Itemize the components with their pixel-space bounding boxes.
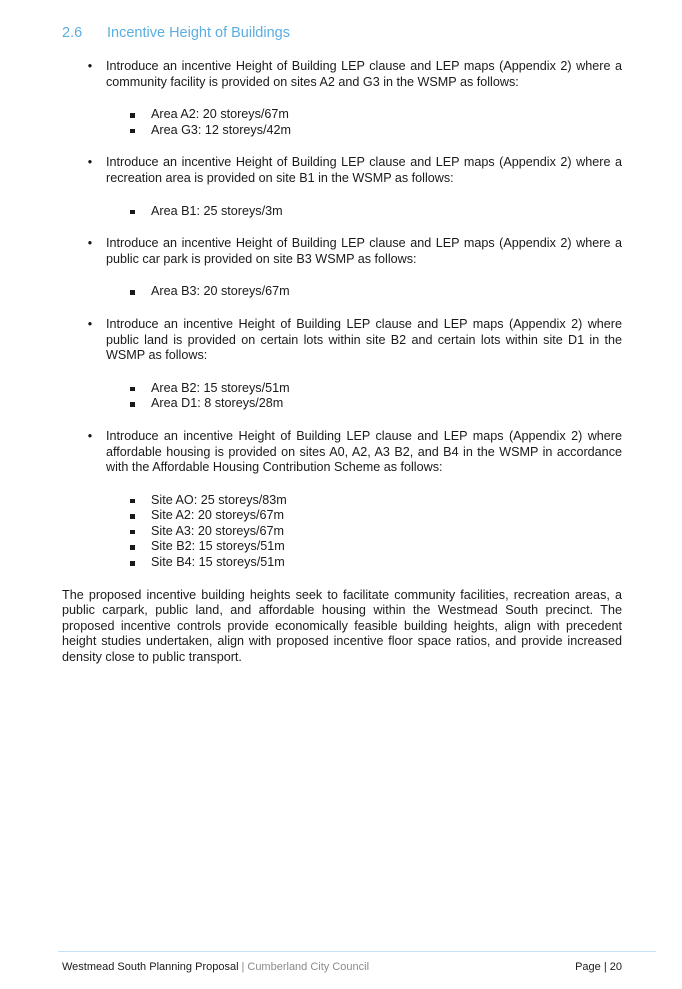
sub-list-item: [106, 524, 622, 540]
summary-paragraph: The proposed incentive building heights seek to facilitate community facilities, recreation areas, a public carpark, public land, and affordable housing within the Westmead South precinct. The proposed incentive controls provide economically feasible building heights, align with precedent height studies undertaken, align with proposed incentive floor space ratios, and provide increased density close to public transport.: [62, 587, 622, 665]
sub-list: [106, 493, 622, 571]
square-bullet-icon: [130, 402, 135, 407]
bullet-text: Introduce an incentive Height of Building LEP clause and LEP maps (Appendix 2) where public land is provided on certain lots within site B2 and certain lots within site D1 in the WSMP as follows:: [106, 316, 622, 363]
sub-list-item-text: Site A2: 20 storeys/67m: [151, 508, 285, 523]
sub-list-item: [106, 508, 622, 524]
sub-list-item-text: Area G3: 12 storeys/42m: [151, 122, 291, 137]
bullet-item: [62, 429, 622, 571]
bullet-item: [62, 155, 622, 219]
square-bullet-icon: [130, 210, 135, 215]
square-bullet-icon: [130, 514, 135, 519]
sub-list-item-text: Area B1: 25 storeys/3m: [151, 203, 283, 218]
square-bullet-icon: [130, 530, 135, 535]
bullet-dot: •: [87, 316, 93, 331]
sub-list-item: [106, 396, 622, 412]
bullet-item: [62, 236, 622, 300]
sub-list-item-text: Area D1: 8 storeys/28m: [151, 396, 284, 411]
bullet-text: Introduce an incentive Height of Building LEP clause and LEP maps (Appendix 2) where a public car park is provided on site B3 WSMP as follows:: [106, 236, 622, 266]
square-bullet-icon: [130, 561, 135, 566]
bullet-dot: •: [87, 428, 93, 443]
section-number: 2.6: [62, 25, 83, 41]
square-bullet-icon: [130, 290, 135, 295]
sub-list-item-text: Site A3: 20 storeys/67m: [151, 523, 285, 538]
footer-divider: [58, 951, 656, 952]
sub-list-item-text: Area A2: 20 storeys/67m: [151, 107, 289, 122]
bullet-dot: •: [87, 155, 93, 170]
bullet-text: Introduce an incentive Height of Building LEP clause and LEP maps (Appendix 2) where a community facility is provided on sites A2 and G3 in the WSMP as follows:: [106, 59, 622, 89]
bullet-item: [62, 317, 622, 412]
bullet-dot: •: [87, 236, 93, 251]
sub-list-item-text: Site B2: 15 storeys/51m: [151, 539, 285, 554]
sub-list: [106, 381, 622, 412]
sub-list-item: [106, 539, 622, 555]
sub-list-item-text: Area B2: 15 storeys/51m: [151, 380, 290, 395]
sub-list-item: [106, 493, 622, 509]
bullet-dot: •: [87, 59, 93, 73]
sub-list-item-text: Site B4: 15 storeys/51m: [151, 555, 285, 570]
sub-list-item: [106, 123, 622, 139]
square-bullet-icon: [130, 113, 135, 118]
sub-list-item: [106, 555, 622, 571]
sub-list-item: [106, 107, 622, 123]
section-body: [62, 59, 622, 666]
square-bullet-icon: [130, 387, 135, 392]
bullet-text: Introduce an incentive Height of Building LEP clause and LEP maps (Appendix 2) where affordable housing is provided on sites A0, A2, A3 B2, and B4 in the WSMP in accordance with the Affordable Housing Contribution Scheme as follows:: [106, 428, 622, 475]
page-footer: [62, 961, 622, 973]
square-bullet-icon: [130, 129, 135, 134]
footer-separator: |: [241, 961, 245, 973]
sub-list-item: [106, 381, 622, 397]
bullet-item: [62, 59, 622, 138]
section-heading: [62, 25, 290, 41]
sub-list-item-text: Area B3: 20 storeys/67m: [151, 284, 290, 299]
sub-list-item-text: Site AO: 25 storeys/83m: [151, 492, 287, 507]
square-bullet-icon: [130, 499, 135, 504]
sub-list: [106, 107, 622, 138]
sub-list: [106, 284, 622, 300]
square-bullet-icon: [130, 545, 135, 550]
page-number: Page | 20: [575, 961, 622, 973]
sub-list-item: [106, 204, 622, 220]
footer-document-title: Westmead South Planning Proposal: [62, 961, 239, 973]
sub-list: [106, 204, 622, 220]
bullet-text: Introduce an incentive Height of Building LEP clause and LEP maps (Appendix 2) where a recreation area is provided on site B1 in the WSMP as follows:: [106, 155, 622, 185]
section-title: Incentive Height of Buildings: [107, 25, 290, 41]
footer-council-name: Cumberland City Council: [247, 961, 370, 973]
sub-list-item: [106, 284, 622, 300]
